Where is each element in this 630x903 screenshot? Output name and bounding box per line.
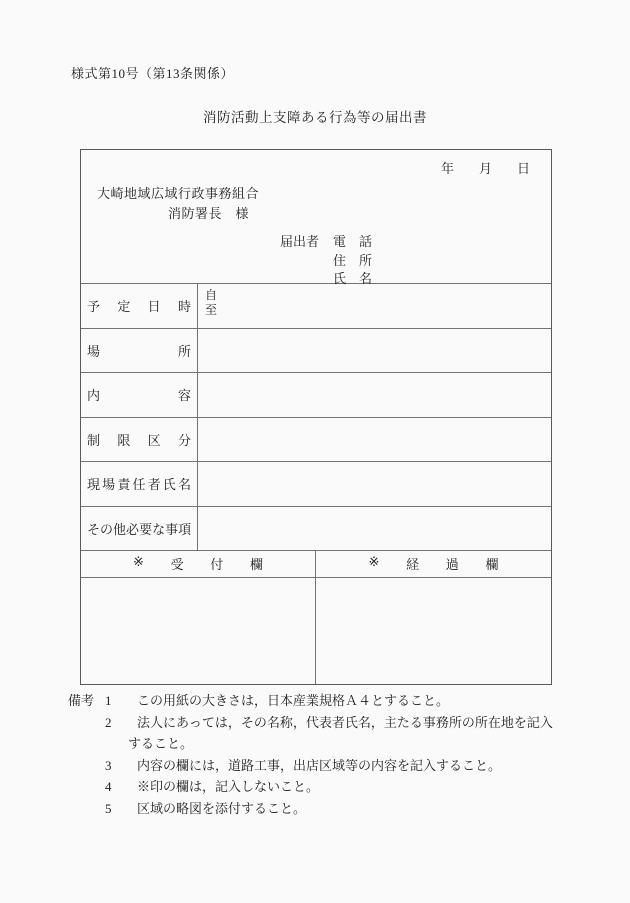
recipient-title: 消防署長 様 <box>168 206 250 221</box>
remark-number: 5 <box>105 800 112 816</box>
row-scheduled-date-time <box>81 284 551 329</box>
reception-column-header: ※ 受 付 欄 <box>133 554 263 573</box>
reception-column-body <box>81 578 316 685</box>
date-month-label: 月 <box>478 161 492 176</box>
row-label: 制 限 区 分 <box>87 432 191 448</box>
row-label: そ の 他 必 要 な 事 項 <box>87 521 192 537</box>
document-title: 消防活動上支障ある行為等の届出書 <box>203 110 427 125</box>
location-value-cell <box>198 329 551 373</box>
to-label: 至 <box>205 303 218 317</box>
row-other-necessary-matters <box>81 507 551 552</box>
row-label: 予 定 日 時 <box>87 299 191 315</box>
row-label-cell <box>81 462 198 506</box>
row-label: 内 容 <box>87 388 191 404</box>
other-necessary-matters-value-cell <box>198 507 551 551</box>
remark-item-2-continuation: すること。 <box>128 736 194 752</box>
applicant-address-label: 住 所 <box>333 252 373 268</box>
applicant-block <box>280 233 372 289</box>
remark-item-4 <box>105 776 553 798</box>
notification-form-table <box>80 149 552 685</box>
progress-column-header-cell <box>316 551 551 577</box>
remark-item-2 <box>105 712 553 734</box>
remark-item-3 <box>105 755 553 777</box>
remarks-list <box>105 690 553 820</box>
scheduled-date-time-value-cell <box>198 284 551 328</box>
applicant-fields <box>333 233 372 289</box>
description-value-cell <box>198 373 551 417</box>
remark-text: この用紙の大きさは，日本産業規格Ａ４とすること。 <box>137 693 450 708</box>
site-manager-name-value-cell <box>198 462 551 506</box>
row-location <box>81 329 551 374</box>
remark-number: 3 <box>105 757 112 773</box>
row-site-manager-name <box>81 462 551 507</box>
row-label-cell <box>81 329 198 373</box>
remarks-label: 備考 <box>68 693 95 708</box>
applicant-phone-label: 電 話 <box>333 234 373 249</box>
remark-item-5 <box>105 798 553 820</box>
restriction-category-value-cell <box>198 418 551 462</box>
applicant-label: 届出者 <box>280 234 320 249</box>
remark-number: 2 <box>105 714 112 730</box>
from-label: 自 <box>205 288 218 302</box>
remark-number: 1 <box>105 693 112 708</box>
row-label-cell <box>81 284 198 328</box>
form-header-cell <box>81 150 551 284</box>
row-label-cell <box>81 418 198 462</box>
row-label: 場 所 <box>87 343 191 359</box>
reception-column-header-cell <box>81 551 316 577</box>
progress-column-body <box>316 578 551 685</box>
row-label: 現 場 責 任 者 氏 名 <box>87 477 191 493</box>
recipient-organization: 大崎地域広域行政事務組合 <box>97 186 260 201</box>
row-label-cell <box>81 373 198 417</box>
remark-text: 区域の略図を添付すること。 <box>137 800 307 816</box>
remark-text: 法人にあっては，その名称，代表者氏名，主たる事務所の所在地を記入 <box>137 714 553 730</box>
stamp-header-row <box>81 551 551 578</box>
date-day-label: 日 <box>516 161 530 176</box>
date-line <box>441 158 530 177</box>
row-restriction-category <box>81 418 551 463</box>
applicant-name-label: 氏 名 <box>333 271 373 286</box>
remark-text: 内容の欄には，道路工事，出店区域等の内容を記入すること。 <box>137 757 502 773</box>
stamp-body-row <box>81 578 551 685</box>
progress-column-header: ※ 経 過 欄 <box>368 554 499 573</box>
remarks-section <box>68 690 553 820</box>
remark-text: ※印の欄は，記入しないこと。 <box>137 779 320 795</box>
form-number: 様式第10号（第13条関係） <box>71 66 235 81</box>
row-label-cell <box>81 507 198 551</box>
remark-item-1 <box>105 690 553 712</box>
row-description <box>81 373 551 418</box>
date-year-label: 年 <box>440 161 454 176</box>
remark-number: 4 <box>105 779 112 795</box>
